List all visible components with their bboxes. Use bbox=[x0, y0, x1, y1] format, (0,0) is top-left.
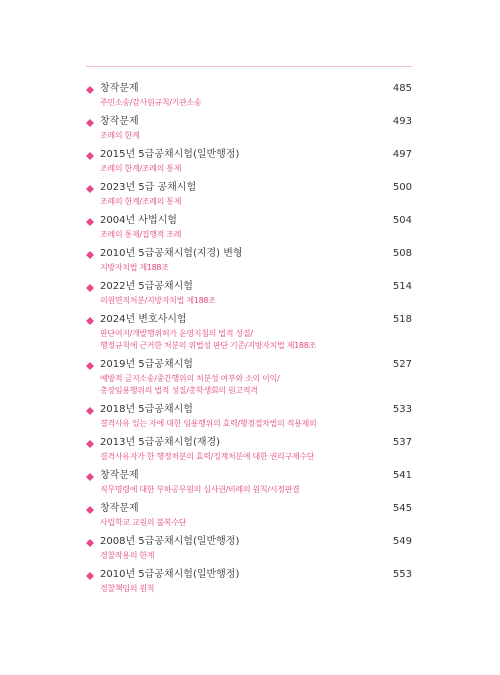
diamond-bullet-icon bbox=[86, 119, 94, 127]
entry-page-number: 553 bbox=[392, 569, 412, 580]
entry-subtopic: 총장임용행위의 법적 성질/총학생회의 원고적격 bbox=[100, 386, 258, 395]
entry-title: 창작문제 bbox=[100, 116, 139, 127]
entry-subtopic: 주민소송/감사원규칙/기관소송 bbox=[100, 98, 202, 107]
toc-entry[interactable] bbox=[86, 313, 412, 358]
diamond-bullet-icon bbox=[86, 539, 94, 547]
diamond-bullet-icon bbox=[86, 185, 94, 193]
entry-page-number: 541 bbox=[392, 470, 412, 481]
entry-page-number: 497 bbox=[392, 149, 412, 160]
entry-title: 2024년 변호사시험 bbox=[100, 314, 187, 325]
entry-page-number: 537 bbox=[392, 437, 412, 448]
diamond-bullet-icon bbox=[86, 284, 94, 292]
top-divider bbox=[86, 66, 412, 67]
entry-page-number: 527 bbox=[392, 359, 412, 370]
diamond-bullet-icon bbox=[86, 362, 94, 370]
diamond-bullet-icon bbox=[86, 440, 94, 448]
entry-title: 2010년 5급공채시험(지경) 변형 bbox=[100, 248, 243, 259]
diamond-bullet-icon bbox=[86, 317, 94, 325]
entry-page-number: 493 bbox=[392, 116, 412, 127]
entry-page-number: 514 bbox=[392, 281, 412, 292]
toc-entry[interactable] bbox=[86, 535, 412, 568]
entry-subtopic: 경찰책임의 원칙 bbox=[100, 584, 155, 593]
entry-subtopic: 결격사유 있는 자에 대한 임용행위의 효력/행정절차법의 적용제외 bbox=[100, 419, 317, 428]
toc-entry[interactable] bbox=[86, 115, 412, 148]
entry-subtopic: 지방자치법 제188조 bbox=[100, 263, 169, 272]
entry-subtopic: 조례의 한계/조례의 통제 bbox=[100, 164, 182, 173]
entry-title: 창작문제 bbox=[100, 83, 139, 94]
entry-subtopic: 직무명령에 대한 부하공무원의 심사권/비례의 원칙/시정판결 bbox=[100, 485, 300, 494]
toc-entry[interactable] bbox=[86, 148, 412, 181]
entry-title: 2013년 5급공채시험(재경) bbox=[100, 437, 221, 448]
entry-subtopic: 경찰작용의 한계 bbox=[100, 551, 155, 560]
toc-entry[interactable] bbox=[86, 214, 412, 247]
entry-title: 2019년 5급공채시험 bbox=[100, 359, 193, 370]
entry-subtopic: 조례의 통제/집행적 조례 bbox=[100, 230, 182, 239]
entry-title: 2023년 5급 공채시험 bbox=[100, 182, 197, 193]
entry-subtopic: 의원면직처분/지방자치법 제188조 bbox=[100, 296, 216, 305]
entry-subtopic: 사립학교 교원의 불복수단 bbox=[100, 518, 187, 527]
toc-entry[interactable] bbox=[86, 82, 412, 115]
entry-title: 2010년 5급공채시험(일반행정) bbox=[100, 569, 240, 580]
entry-title: 2004년 사법시험 bbox=[100, 215, 177, 226]
diamond-bullet-icon bbox=[86, 86, 94, 94]
entry-title: 창작문제 bbox=[100, 470, 139, 481]
entry-page-number: 504 bbox=[392, 215, 412, 226]
entry-subtopic: 결격사유자가 한 행정처분의 효력/징계처분에 대한 권리구제수단 bbox=[100, 452, 315, 461]
entry-page-number: 533 bbox=[392, 404, 412, 415]
toc-entry[interactable] bbox=[86, 502, 412, 535]
entry-title: 2008년 5급공채시험(일반행정) bbox=[100, 536, 240, 547]
entry-page-number: 508 bbox=[392, 248, 412, 259]
entry-page-number: 549 bbox=[392, 536, 412, 547]
diamond-bullet-icon bbox=[86, 572, 94, 580]
entry-title: 2015년 5급공채시험(일반행정) bbox=[100, 149, 240, 160]
entry-subtopic: 조례의 한계/조례의 통제 bbox=[100, 197, 182, 206]
toc-entry[interactable] bbox=[86, 469, 412, 502]
table-of-contents bbox=[86, 82, 412, 601]
diamond-bullet-icon bbox=[86, 251, 94, 259]
diamond-bullet-icon bbox=[86, 152, 94, 160]
diamond-bullet-icon bbox=[86, 473, 94, 481]
entry-subtopic: 조례의 한계 bbox=[100, 131, 140, 140]
entry-title: 2022년 5급공채시험 bbox=[100, 281, 193, 292]
diamond-bullet-icon bbox=[86, 407, 94, 415]
toc-entry[interactable] bbox=[86, 247, 412, 280]
entry-subtopic: 예방적 금지소송/중간행위의 처분성 여부와 소익 이익/ bbox=[100, 374, 280, 383]
entry-page-number: 500 bbox=[392, 182, 412, 193]
toc-entry[interactable] bbox=[86, 568, 412, 601]
toc-entry[interactable] bbox=[86, 436, 412, 469]
entry-page-number: 485 bbox=[392, 83, 412, 94]
toc-entry[interactable] bbox=[86, 358, 412, 403]
entry-subtopic: 판단여지/개발행위허가 운영지침의 법적 성질/ bbox=[100, 329, 253, 338]
toc-entry[interactable] bbox=[86, 181, 412, 214]
entry-title: 창작문제 bbox=[100, 503, 139, 514]
toc-entry[interactable] bbox=[86, 280, 412, 313]
entry-page-number: 518 bbox=[392, 314, 412, 325]
entry-page-number: 545 bbox=[392, 503, 412, 514]
toc-entry[interactable] bbox=[86, 403, 412, 436]
entry-title: 2018년 5급공채시험 bbox=[100, 404, 193, 415]
entry-subtopic: 행정규칙에 근거한 처분의 위법성 판단 기준/지방자치법 제188조 bbox=[100, 341, 316, 350]
diamond-bullet-icon bbox=[86, 506, 94, 514]
diamond-bullet-icon bbox=[86, 218, 94, 226]
